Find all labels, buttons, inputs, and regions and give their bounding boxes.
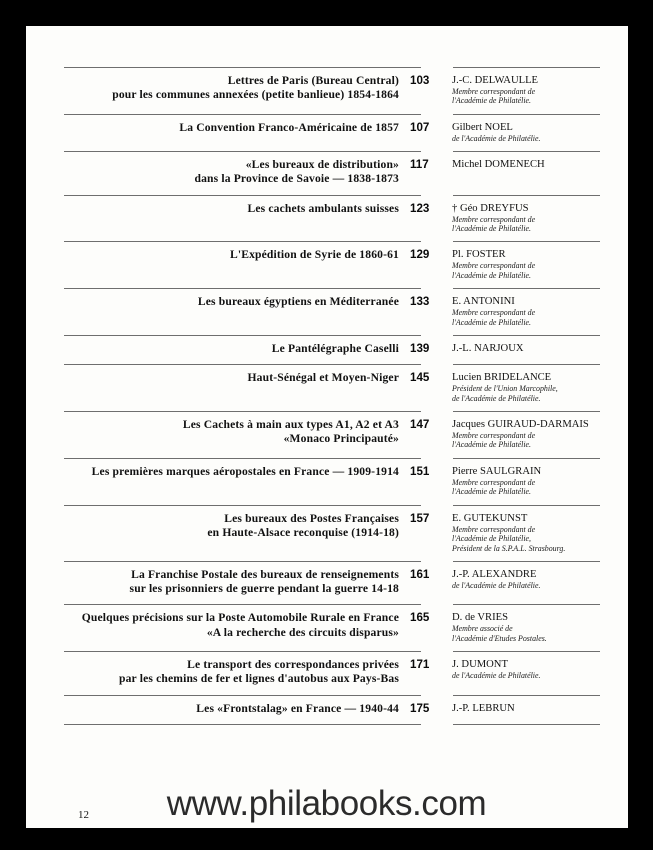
entry-rule-left xyxy=(64,561,421,562)
toc-entry[interactable] xyxy=(64,114,600,151)
toc-entry-author-block xyxy=(442,418,600,450)
entry-rule-left xyxy=(64,604,421,605)
toc-entry-author-block xyxy=(442,248,600,280)
toc-entry-title[interactable] xyxy=(64,611,410,639)
toc-entry-author-affiliation: l'Académie de Philatélie. xyxy=(452,96,532,106)
toc-entry-author-name: E. GUTEKUNST xyxy=(452,512,528,524)
toc-entry-author-affiliation: Membre correspondant de xyxy=(452,524,536,534)
toc-entry-title[interactable] xyxy=(64,248,410,262)
toc-entry-author-affiliation: l'Académie de Philatélie. xyxy=(452,224,532,234)
entry-rule-left xyxy=(64,114,421,115)
toc-entry-page-number[interactable]: 123 xyxy=(410,201,430,215)
toc-entry-author-affiliation: l'Académie d'Etudes Postales. xyxy=(452,633,547,643)
page-folio-number: 12 xyxy=(78,809,89,821)
entry-rule-right xyxy=(453,364,600,365)
toc-entry[interactable] xyxy=(64,695,600,724)
toc-entry-author-name: Pierre SAULGRAIN xyxy=(452,465,542,477)
table-of-contents xyxy=(64,67,600,725)
toc-entry-author-block xyxy=(442,611,600,643)
toc-entry-page-number[interactable]: 147 xyxy=(410,418,430,432)
toc-entry-author-affiliation: de l'Académie de Philatélie. xyxy=(452,580,541,590)
toc-entry-author-name: Jacques GUIRAUD-DARMAIS xyxy=(452,419,589,431)
toc-entry-title-line: Les bureaux des Postes Françaises xyxy=(224,511,399,525)
toc-entry-title-line: Lettres de Paris (Bureau Central) xyxy=(227,74,399,87)
toc-entry-page-number[interactable]: 157 xyxy=(410,511,430,525)
toc-entry-author-block xyxy=(442,295,600,327)
toc-entry-page-number[interactable]: 151 xyxy=(410,464,430,478)
toc-entry-page-number[interactable]: 103 xyxy=(410,74,430,87)
toc-entry-author-name: D. de VRIES xyxy=(452,612,509,624)
toc-entry-author-block xyxy=(442,568,600,590)
toc-entry-title-line: «Monaco Principauté» xyxy=(283,432,399,446)
toc-entry-title[interactable] xyxy=(64,512,410,540)
toc-entry[interactable] xyxy=(64,335,600,364)
entry-rule-right xyxy=(453,241,600,242)
toc-entry-title[interactable] xyxy=(64,371,410,385)
toc-entry-title-line: Les premières marques aéropostales en France — 1909-1914 xyxy=(91,464,399,478)
entry-rule-right xyxy=(453,604,600,605)
toc-entry-title-line: dans la Province de Savoie — 1838-1873 xyxy=(194,172,399,186)
toc-entry-author-name: J.-C. DELWAULLE xyxy=(452,75,539,86)
toc-entry-author-affiliation: l'Académie de Philatélie. xyxy=(452,487,532,497)
toc-entry-page-number[interactable]: 145 xyxy=(410,371,430,385)
toc-entry-page-number[interactable]: 117 xyxy=(410,158,429,172)
toc-entry-author-affiliation: Membre correspondant de xyxy=(452,261,536,271)
toc-entry-author-affiliation: Membre correspondant de xyxy=(452,477,536,487)
toc-entry-author-affiliation: de l'Académie de Philatélie. xyxy=(452,393,541,403)
toc-entry-title-line: Le Pantélégraphe Caselli xyxy=(271,342,399,356)
toc-entry-title[interactable] xyxy=(64,658,410,686)
toc-entry-author-name: J.-L. NARJOUX xyxy=(452,343,524,355)
toc-entry-author-affiliation: l'Académie de Philatélie. xyxy=(452,440,532,450)
toc-entry-title[interactable] xyxy=(64,202,410,216)
toc-entry-author-name: Michel DOMENECH xyxy=(452,159,545,171)
toc-entry-author-affiliation: Président de l'Union Marcophile, xyxy=(452,384,558,394)
entry-rule-left xyxy=(64,195,421,196)
toc-entry-title-line: Le transport des correspondances privées xyxy=(187,658,399,672)
toc-entry-author-block xyxy=(442,202,600,234)
toc-entry-page-number[interactable]: 171 xyxy=(410,658,430,672)
entry-rule-left xyxy=(64,724,421,725)
toc-entry-title[interactable] xyxy=(64,158,410,186)
entry-rule-right xyxy=(453,288,600,289)
toc-entry-title[interactable] xyxy=(64,418,410,446)
entry-rule-right xyxy=(453,651,600,652)
toc-entry-author-name: J.-P. LEBRUN xyxy=(452,702,515,714)
toc-entry-author-name: E. ANTONINI xyxy=(452,296,515,308)
toc-entry[interactable] xyxy=(64,364,600,411)
toc-entry-title-line: La Franchise Postale des bureaux de renseignements xyxy=(131,567,399,581)
toc-entry[interactable] xyxy=(64,411,600,458)
toc-entry-title-line: Les bureaux égyptiens en Méditerranée xyxy=(197,295,399,309)
toc-entry-page-number[interactable]: 133 xyxy=(410,295,430,309)
entry-rule-right xyxy=(453,411,600,412)
toc-entry[interactable] xyxy=(64,561,600,604)
toc-entry[interactable] xyxy=(64,195,600,242)
toc-entry-author-name: † Géo DREYFUS xyxy=(452,202,529,214)
entry-rule-left xyxy=(64,458,421,459)
entry-rule-right xyxy=(453,114,600,115)
toc-entry-author-name: Gilbert NOEL xyxy=(452,121,513,133)
entry-rule-right xyxy=(453,505,600,506)
toc-entry-author-affiliation: de l'Académie de Philatélie. xyxy=(452,671,541,681)
toc-entry-author-name: Pl. FOSTER xyxy=(452,249,506,261)
toc-entry-title-line: «A la recherche des circuits disparus» xyxy=(206,625,399,639)
toc-entry-title-line: en Haute-Alsace reconquise (1914-18) xyxy=(207,525,399,539)
toc-entry-title-line: Les «Frontstalag» en France — 1940-44 xyxy=(196,701,399,715)
toc-entry-author-block xyxy=(442,74,600,106)
entry-rule-left xyxy=(64,505,421,506)
toc-entry-author-name: Lucien BRIDELANCE xyxy=(452,372,552,384)
toc-entry-page-number[interactable]: 175 xyxy=(410,701,430,715)
toc-entry[interactable] xyxy=(64,651,600,694)
toc-entry-author-name: J.-P. ALEXANDRE xyxy=(452,568,537,580)
entry-rule-right xyxy=(453,195,600,196)
toc-entry-author-name: J. DUMONT xyxy=(452,659,508,671)
toc-entry-author-block xyxy=(442,158,600,171)
toc-entry-author-affiliation: Membre correspondant de xyxy=(452,308,536,318)
entry-rule-right xyxy=(453,561,600,562)
toc-entry-author-affiliation: l'Académie de Philatélie. xyxy=(452,317,532,327)
toc-entry-author-affiliation: de l'Académie de Philatélie. xyxy=(452,133,541,143)
site-watermark: www.philabooks.com xyxy=(166,784,487,823)
toc-entry-author-affiliation: Membre correspondant de xyxy=(452,87,536,96)
entry-rule-right xyxy=(453,458,600,459)
entry-rule-left xyxy=(64,411,421,412)
toc-entry-author-affiliation: Membre associé de xyxy=(452,624,513,634)
toc-entry-title-line: L'Expédition de Syrie de 1860-61 xyxy=(229,248,399,262)
entry-rule-right xyxy=(453,695,600,696)
entry-rule-right xyxy=(453,67,600,68)
toc-entry-title-line: La Convention Franco-Américaine de 1857 xyxy=(179,120,399,134)
toc-entry[interactable] xyxy=(64,151,600,194)
entry-rule-left xyxy=(64,364,421,365)
toc-entry-author-block xyxy=(442,342,600,355)
toc-entry-page-number[interactable]: 129 xyxy=(410,248,430,262)
toc-entry-author-block xyxy=(442,371,600,403)
toc-entry[interactable] xyxy=(64,458,600,505)
entry-rule-left xyxy=(64,241,421,242)
toc-entry-title[interactable] xyxy=(64,702,410,716)
toc-entry-author-affiliation: l'Académie de Philatélie. xyxy=(452,270,532,280)
document-page xyxy=(26,26,628,828)
toc-entry[interactable] xyxy=(64,241,600,288)
entry-rule-left xyxy=(64,151,421,152)
toc-entry-title[interactable] xyxy=(64,465,410,479)
toc-entry[interactable] xyxy=(64,505,600,561)
toc-entry-page-number[interactable]: 165 xyxy=(410,611,430,625)
entry-rule-left xyxy=(64,288,421,289)
entry-rule-right xyxy=(453,724,600,725)
toc-entry-author-block xyxy=(442,465,600,497)
toc-entry[interactable] xyxy=(64,604,600,651)
entry-rule-left xyxy=(64,651,421,652)
toc-closing-rule xyxy=(64,724,600,725)
toc-entry-author-affiliation: l'Académie de Philatélie, xyxy=(452,534,532,544)
toc-entry-page-number[interactable]: 107 xyxy=(410,120,430,134)
toc-entry-author-block xyxy=(442,658,600,680)
entry-rule-right xyxy=(453,151,600,152)
toc-entry-title-line: Quelques précisions sur la Poste Automobile Rurale en France xyxy=(81,611,399,625)
toc-entry-title-line: pour les communes annexées (petite banlieue) 1854-1864 xyxy=(112,88,399,102)
toc-entry-title[interactable] xyxy=(64,74,410,102)
entry-rule-left xyxy=(64,67,421,68)
toc-entry-author-affiliation: Membre correspondant de xyxy=(452,431,536,441)
toc-entry[interactable] xyxy=(64,67,600,114)
toc-entry-author-block xyxy=(442,702,600,715)
toc-entry-page-number[interactable]: 139 xyxy=(410,342,430,356)
toc-entry-title-line: Les Cachets à main aux types A1, A2 et A3 xyxy=(182,418,399,432)
entry-rule-left xyxy=(64,335,421,336)
toc-entry-author-affiliation: Président de la S.P.A.L. Strasbourg. xyxy=(452,543,566,553)
toc-entry-title[interactable] xyxy=(64,295,410,309)
toc-entry-title-line: «Les bureaux de distribution» xyxy=(245,158,399,172)
toc-entry-title-line: Les cachets ambulants suisses xyxy=(247,201,399,215)
toc-entry-title[interactable] xyxy=(64,568,410,596)
toc-entry-title[interactable] xyxy=(64,121,410,135)
toc-entry-author-affiliation: Membre correspondant de xyxy=(452,214,536,224)
toc-entry[interactable] xyxy=(64,288,600,335)
toc-entry-author-block xyxy=(442,512,600,553)
toc-entry-page-number[interactable]: 161 xyxy=(410,567,430,581)
toc-entry-author-block xyxy=(442,121,600,143)
toc-entry-title[interactable] xyxy=(64,342,410,356)
toc-entry-title-line: sur les prisonniers de guerre pendant la guerre 14-18 xyxy=(129,582,399,596)
entry-rule-right xyxy=(453,335,600,336)
toc-entry-title-line: Haut-Sénégal et Moyen-Niger xyxy=(247,371,399,385)
toc-entry-title-line: par les chemins de fer et lignes d'autobus aux Pays-Bas xyxy=(119,672,399,686)
entry-rule-left xyxy=(64,695,421,696)
